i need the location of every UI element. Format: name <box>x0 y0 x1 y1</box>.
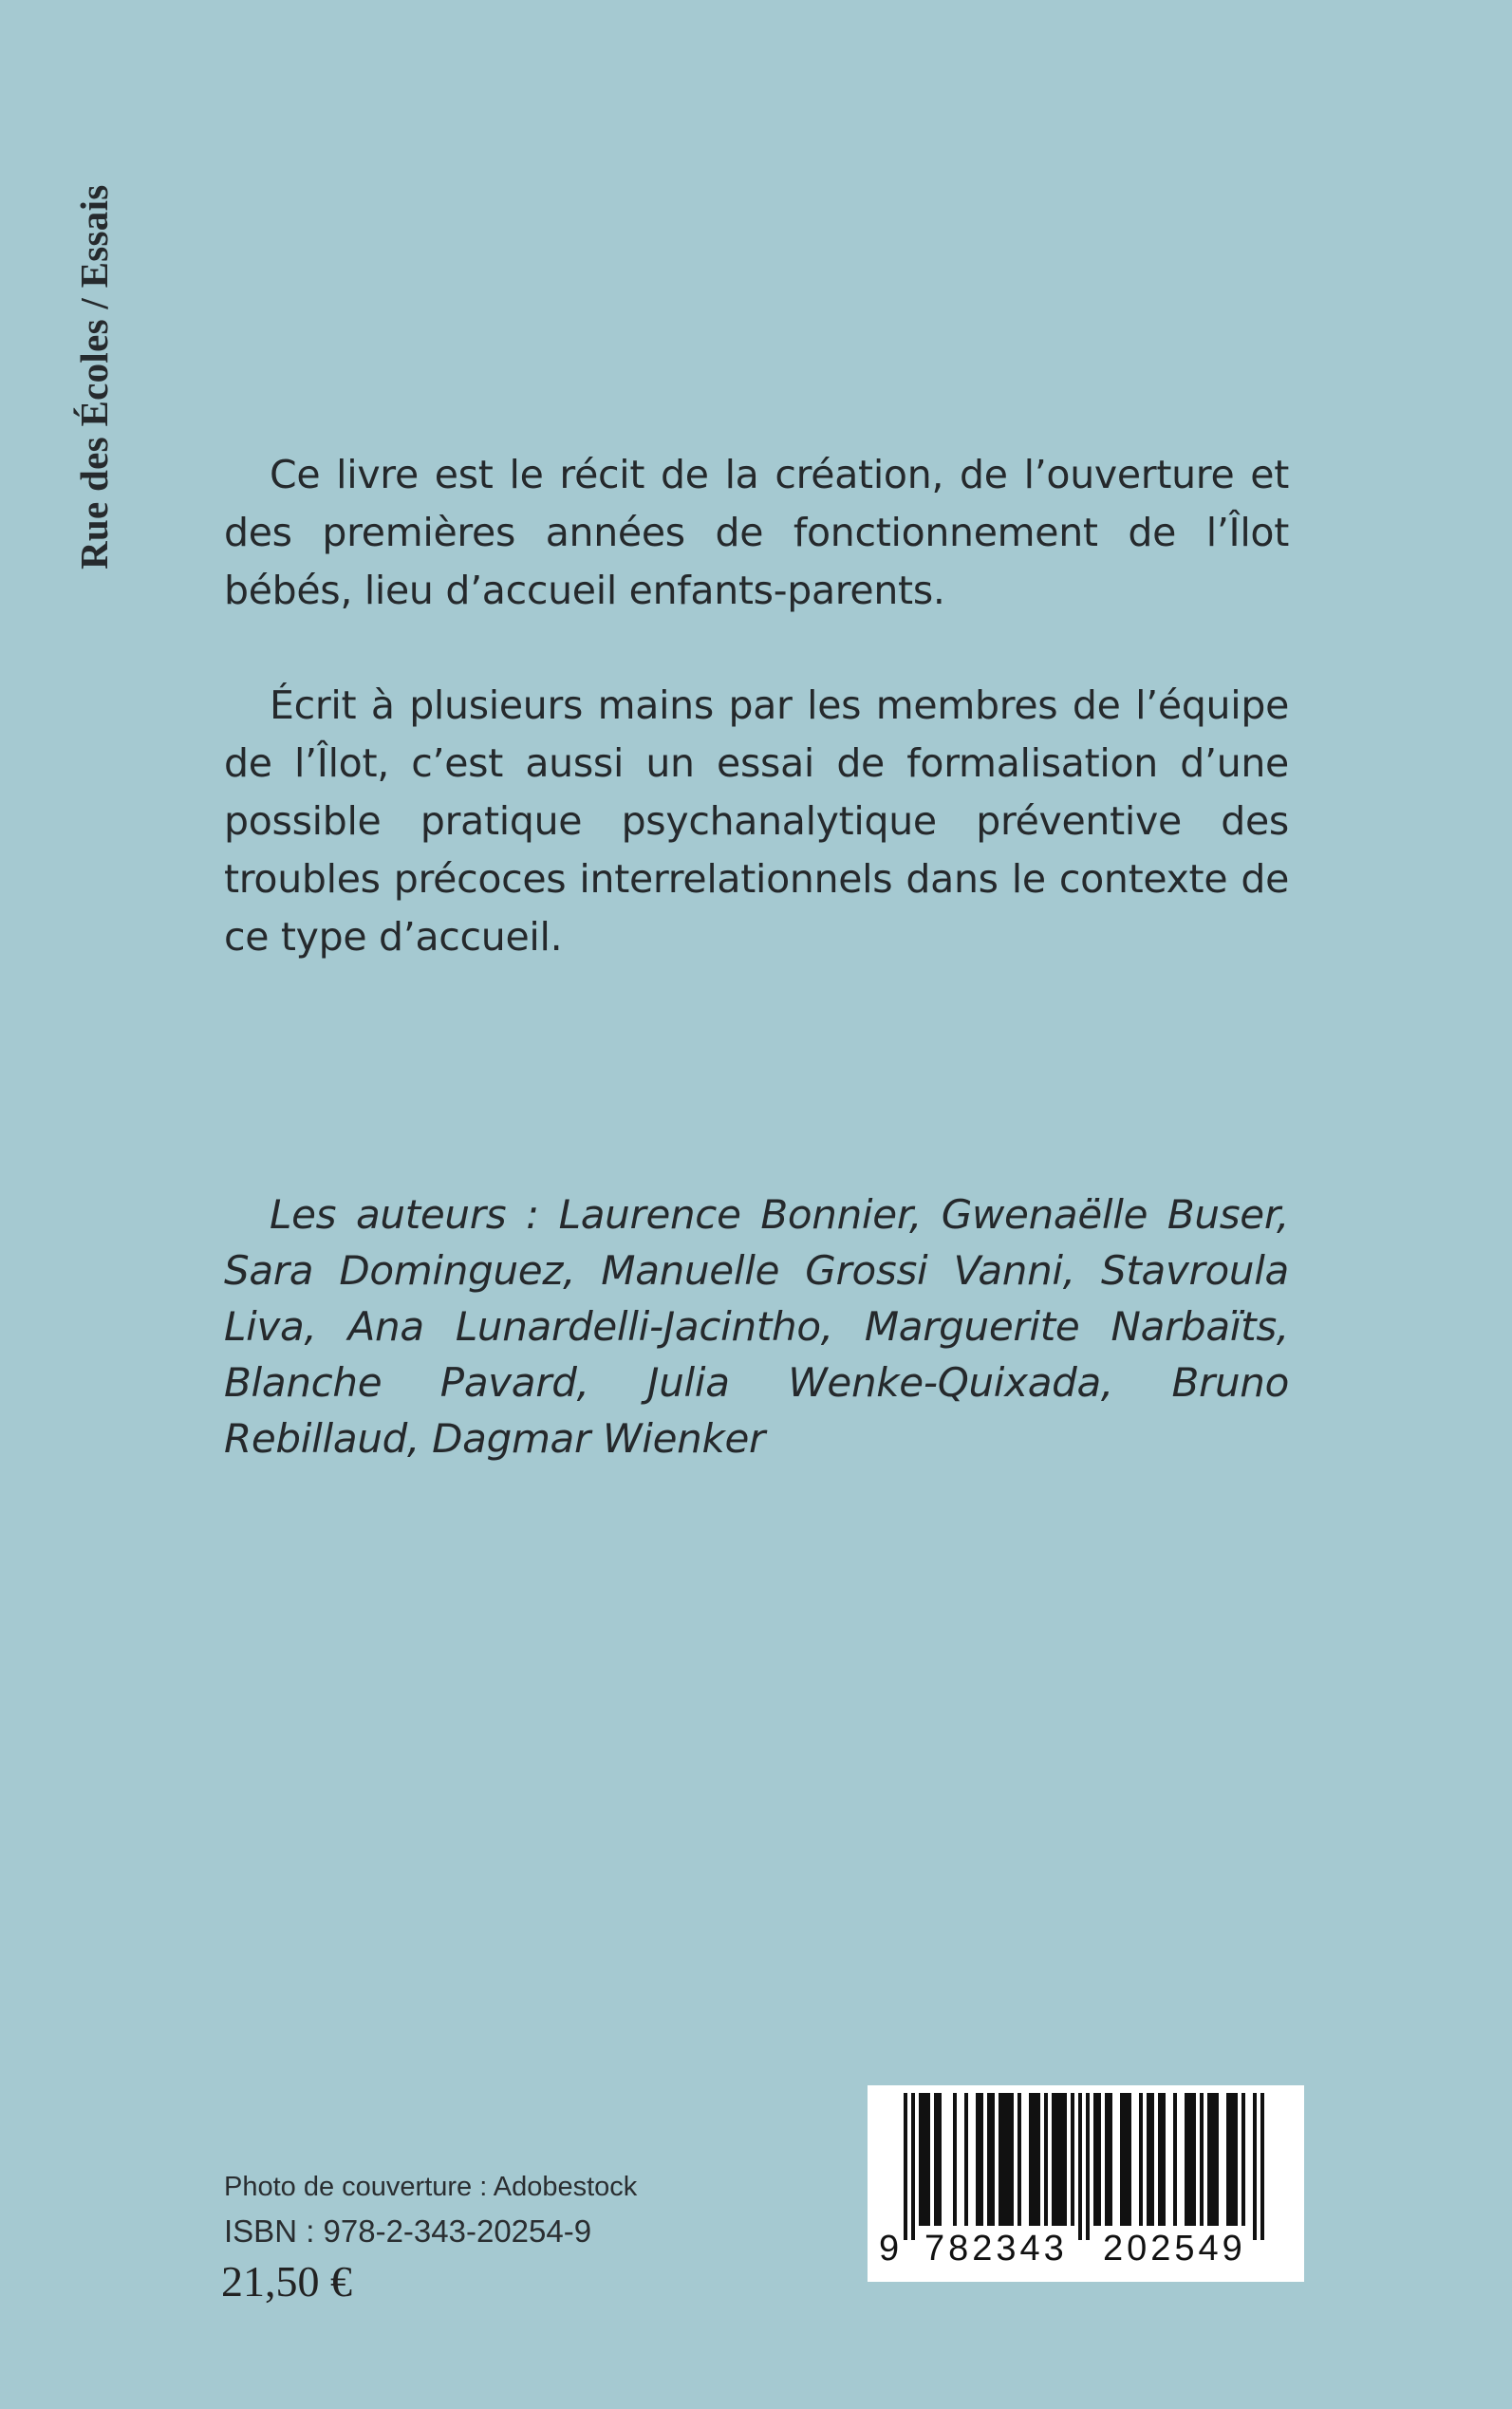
barcode-guard-bar <box>911 2093 915 2240</box>
barcode-right-digits: 202549 <box>1103 2229 1246 2269</box>
photo-credit: Photo de couverture : Adobestock <box>224 2172 638 2202</box>
barcode-guard-bar <box>1086 2093 1090 2240</box>
barcode-bar <box>934 2093 938 2226</box>
barcode-first-digit: 9 <box>879 2229 900 2269</box>
barcode-bar <box>1006 2093 1010 2226</box>
barcode-bar <box>987 2093 991 2226</box>
barcode-bar <box>919 2093 923 2226</box>
barcode-bar <box>1200 2093 1204 2226</box>
barcode-guard-bar <box>904 2093 907 2240</box>
series-label: Rue des Écoles / Essais <box>72 184 116 570</box>
barcode-bar <box>1097 2093 1101 2226</box>
barcode-bar <box>991 2093 995 2226</box>
barcode-bar <box>1147 2093 1150 2226</box>
barcode-bar <box>1192 2093 1196 2226</box>
barcode-bar <box>1226 2093 1230 2226</box>
barcode-guard-bar <box>1260 2093 1264 2240</box>
barcode-bar <box>1158 2093 1162 2226</box>
barcode-bar <box>1124 2093 1128 2226</box>
price: 21,50 € <box>221 2257 352 2306</box>
barcode-bar <box>1052 2093 1055 2226</box>
description-paragraph-1: Ce livre est le récit de la création, de l’ouverture et des premières années de fonctionnement de l’Îlot bébés, lieu d’accueil enfants-parents. <box>224 452 1289 613</box>
barcode-bar <box>953 2093 957 2226</box>
barcode-bar <box>1188 2093 1192 2226</box>
barcode-bar <box>1128 2093 1131 2226</box>
barcode <box>868 2085 1304 2282</box>
barcode-bar <box>1230 2093 1234 2226</box>
barcode-bar <box>999 2093 1002 2226</box>
barcode-bar <box>1002 2093 1006 2226</box>
authors-list: Les auteurs : Laurence Bonnier, Gwenaëlle Buser, Sara Dominguez, Manuelle Grossi Vanni, Stavroula Liva, Ana Lunardelli-Jacintho, Marguerite Narbaïts, Blanche Pavard, Julia Wenke-Quixada, Bruno Rebillaud, Dagmar Wienker <box>224 1191 1289 1462</box>
barcode-guard-bar <box>1253 2093 1257 2240</box>
barcode-bar <box>1207 2093 1211 2226</box>
barcode-bar <box>1063 2093 1067 2226</box>
barcode-bar <box>1120 2093 1124 2226</box>
description-paragraph-2: Écrit à plusieurs mains par les membres de l’équipe de l’Îlot, c’est aussi un essai de formalisation d’une possible pratique psychanalytique préventive des troubles précoces interrelationnels dans le contexte de ce type d’accueil. <box>224 682 1289 960</box>
barcode-bar <box>1215 2093 1219 2226</box>
barcode-bar <box>980 2093 983 2226</box>
barcode-bar <box>1162 2093 1166 2226</box>
barcode-bar <box>1010 2093 1014 2226</box>
barcode-bar <box>1033 2093 1036 2226</box>
barcode-bar <box>976 2093 980 2226</box>
barcode-bar <box>964 2093 968 2226</box>
barcode-bar <box>1036 2093 1040 2226</box>
barcode-bar <box>1173 2093 1177 2226</box>
barcode-left-digits: 782343 <box>924 2229 1068 2269</box>
barcode-bar <box>1017 2093 1021 2226</box>
barcode-bar <box>1059 2093 1063 2226</box>
barcode-bar <box>1109 2093 1112 2226</box>
barcode-bar <box>1185 2093 1188 2226</box>
barcode-bar <box>1093 2093 1097 2226</box>
barcode-guard-bar <box>1078 2093 1082 2240</box>
barcode-bar <box>1055 2093 1059 2226</box>
barcode-bar <box>923 2093 926 2226</box>
barcode-bar <box>926 2093 930 2226</box>
barcode-bar <box>1139 2093 1143 2226</box>
barcode-bar <box>1105 2093 1109 2226</box>
barcode-bar <box>1071 2093 1074 2226</box>
barcode-bar <box>1211 2093 1215 2226</box>
isbn: ISBN : 978-2-343-20254-9 <box>224 2213 592 2249</box>
barcode-bar <box>1150 2093 1154 2226</box>
barcode-bar <box>1234 2093 1238 2226</box>
barcode-bar <box>1241 2093 1245 2226</box>
barcode-bar <box>1044 2093 1048 2226</box>
barcode-bar <box>938 2093 942 2226</box>
barcode-bar <box>1029 2093 1033 2226</box>
